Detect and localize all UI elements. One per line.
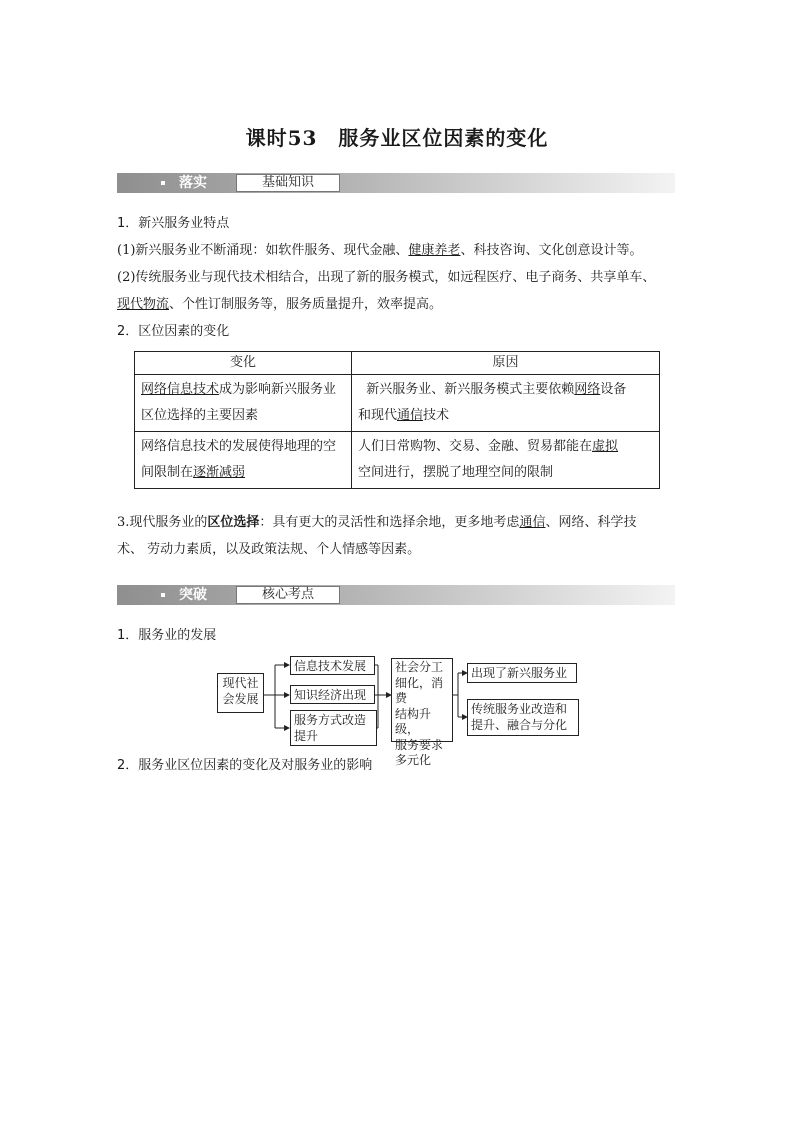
text-span: 现代社: [222, 676, 259, 690]
text-span: 3.现代服务业的: [117, 515, 208, 530]
section-dark-label: 突破: [179, 587, 207, 603]
table-cell: [352, 375, 660, 432]
table-header-cell: 变化: [135, 352, 352, 375]
paragraph-line: 术、 劳动力素质，以及政策法规、个人情感等因素。: [117, 542, 421, 557]
table-row: [135, 375, 660, 432]
underlined-term: 通信: [519, 515, 546, 530]
bold-term: 区位选择: [207, 515, 260, 530]
text-span: 多元化: [395, 753, 432, 767]
flow-output-traditional-services: [467, 699, 579, 736]
text-span: 人们日常购物、交易、金融、贸易都能在: [358, 439, 593, 454]
underlined-term: 通信: [397, 408, 424, 423]
section-light-label: 基础知识: [236, 174, 340, 192]
underlined-term: 网络: [574, 382, 601, 397]
text-span: 间限制在: [141, 465, 194, 480]
text-span: 区位选择的主要因素: [141, 408, 259, 423]
underlined-term: 逐渐减弱: [193, 465, 246, 480]
table-cell: [352, 432, 660, 489]
section-tag-dark: [117, 585, 235, 605]
flow-origin-box: [217, 673, 264, 713]
square-bullet-icon: [161, 181, 165, 185]
paragraph-line: [117, 513, 636, 533]
paragraph-line: (2)传统服务业与现代技术相结合，出现了新的服务模式，如远程医疗、电子商务、共享单车、: [117, 270, 656, 285]
text-span: 成为影响新兴服务业: [219, 382, 337, 397]
section-dark-label: 落实: [179, 175, 207, 191]
flow-center-box: [391, 658, 453, 767]
text-span: 、网络、科学技: [545, 515, 637, 530]
section-light-label: 核心考点: [236, 586, 340, 604]
underlined-term: 虚拟: [592, 439, 619, 454]
text-span: 会发展: [222, 692, 259, 706]
table-header-row: [135, 352, 660, 375]
text-span: 服务要求: [395, 737, 444, 752]
page-title: 课时53 服务业区位因素的变化: [245, 126, 549, 150]
underlined-term: 健康养老: [408, 243, 461, 258]
text-span: 服务方式改造: [294, 713, 367, 727]
text-span: 结构升级，: [395, 706, 432, 736]
underlined-term: 现代物流: [117, 297, 170, 312]
flow-box-service-upgrade: [290, 710, 377, 746]
heading-service-development: 1．服务业的发展: [117, 628, 217, 643]
table-cell: [135, 375, 352, 432]
text-span: ：具有更大的灵活性和选择余地，更多地考虑: [259, 515, 520, 530]
flow-box-info-tech: 信息技术发展: [290, 656, 375, 675]
table-cell: [135, 432, 352, 489]
service-development-flow: [213, 653, 583, 767]
heading-factor-change: 2．区位因素的变化: [117, 324, 230, 339]
text-span: 、科技咨询、文化创意设计等。: [460, 243, 643, 258]
table-header-cell: 原因: [352, 352, 660, 375]
underlined-term: 网络信息技术: [141, 382, 220, 397]
text-span: 社会分工: [395, 660, 444, 674]
heading-new-service-features: 1．新兴服务业特点: [117, 216, 230, 231]
square-bullet-icon: [161, 593, 165, 597]
text-span: 网络信息技术的发展使得地理的空: [141, 439, 337, 454]
text-span: 空间进行，摆脱了地理空间的限制: [358, 465, 554, 480]
text-span: 细化，消费: [395, 675, 444, 705]
text-span: 提升: [294, 729, 319, 743]
section-tag-dark: [117, 173, 235, 193]
text-span: 技术: [423, 408, 450, 423]
text-span: (1)新兴服务业不断涌现：如软件服务、现代金融、: [117, 243, 409, 258]
text-span: 、个性订制服务等，服务质量提升，效率提高。: [169, 297, 443, 312]
paragraph-line: [117, 295, 442, 315]
table-row: [135, 432, 660, 489]
text-span: 新兴服务业、新兴服务模式主要依赖: [366, 382, 575, 397]
text-span: 和现代: [358, 408, 398, 423]
text-span: 提升、融合与分化: [471, 718, 568, 732]
heading-factor-impact: 2．服务业区位因素的变化及对服务业的影响: [117, 758, 373, 773]
text-span: 传统服务业改造和: [471, 702, 568, 716]
flow-box-knowledge-economy: 知识经济出现: [290, 685, 375, 704]
section-bar-core: [117, 585, 675, 605]
paragraph-line: [117, 241, 642, 261]
section-bar-foundation: [117, 173, 675, 193]
factor-change-table: [134, 351, 660, 489]
text-span: 设备: [600, 382, 627, 397]
flow-output-new-services: 出现了新兴服务业: [467, 663, 577, 683]
